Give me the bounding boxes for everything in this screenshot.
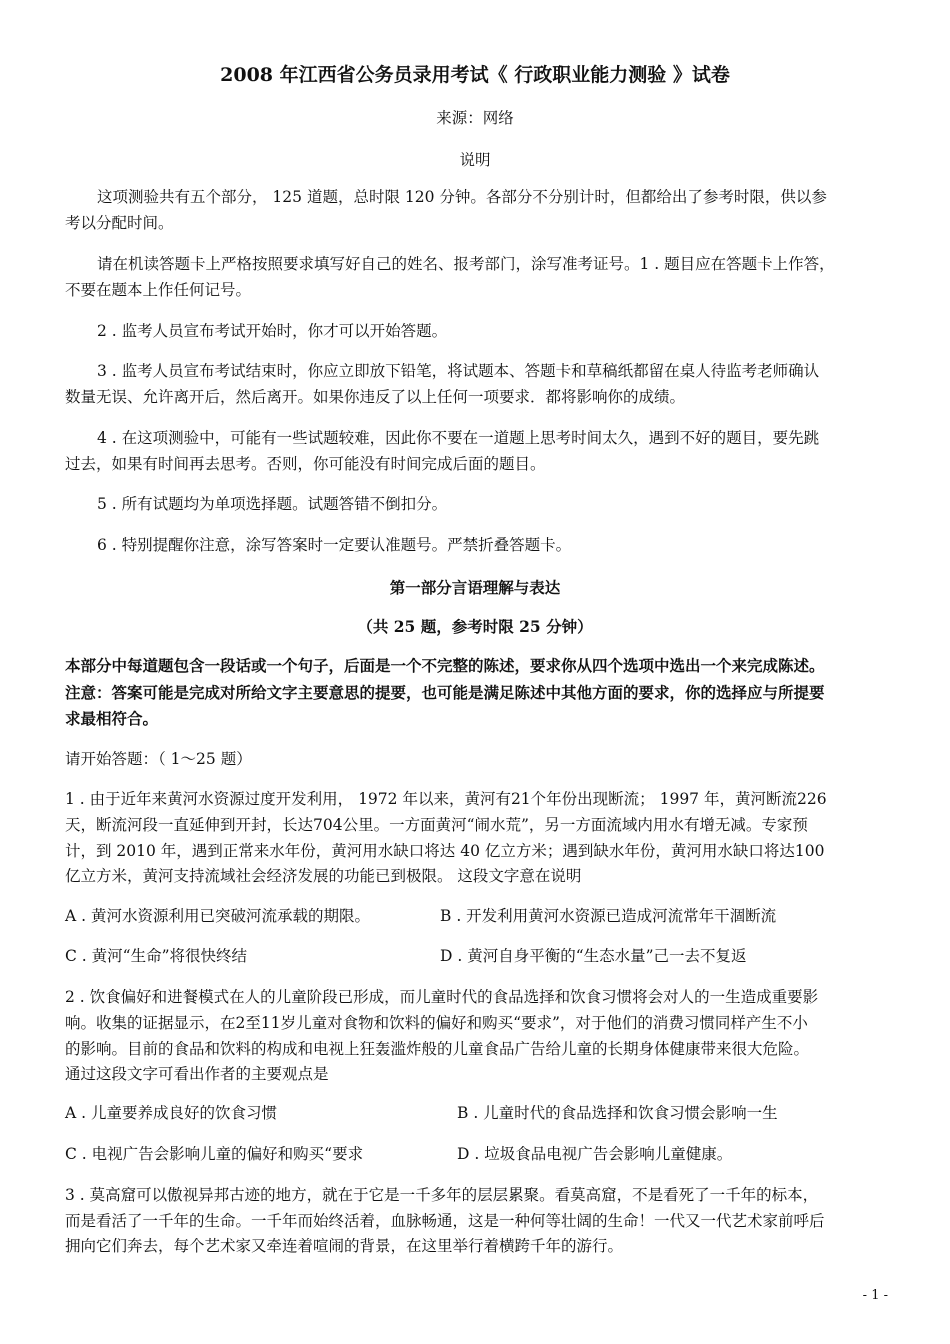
question-2-line1: 2 . 饮食偏好和进餐模式在人的儿童阶段已形成，而儿童时代的食品选择和饮食习惯将会对人的一生造成重要影 [65,988,819,1006]
instruction-p4-line1: 3 . 监考人员宣布考试结束时，你应立即放下铅笔，将试题本、答题卡和草稿纸都留在桌人待监考老师确认 [97,362,820,380]
instruction-p2-line1: 请在机读答题卡上严格按照要求填写好自己的姓名、报考部门，涂写准考证号。1 . 题目应在答题卡上作答， [97,255,835,273]
instruction-p5-line1: 4 . 在这项测验中，可能有一些试题较难，因此你不要在一道题上思考时间太久，遇到不好的题目，要先跳 [97,429,820,447]
question-3-line2: 而是看活了一千年的生命。一千年而始终活着，血脉畅通，这是一种何等壮阔的生命！一代又一代艺术家前呼后 [65,1212,825,1230]
question-1-option-d: D . 黄河自身平衡的“生态水量”己一去不复返 [440,947,747,965]
question-2-option-d: D . 垃圾食品电视广告会影响儿童健康。 [457,1145,733,1163]
source-line: 来源：网络 [436,109,514,127]
question-1-line2: 天，断流河段一直延伸到开封，长达704公里。一方面黄河“闹水荒”，另一方面流域内用水有增无减。专家预 [65,816,808,834]
question-1-line3: 计，到 2010 年，遇到正常来水年份，黄河用水缺口将达 40 亿立方米；遇到缺水年份，黄河用水缺口将达100 [65,842,825,860]
section-directions-line1: 本部分中每道题包含一段话或一个句子，后面是一个不完整的陈述，要求你从四个选项中选出一个来完成陈述。 [65,656,825,675]
section-subtitle: （共 25 题，参考时限 25 分钟） [357,617,593,636]
question-2-option-b: B . 儿童时代的食品选择和饮食习惯会影响一生 [457,1104,778,1122]
instruction-p1-line1: 这项测验共有五个部分， 125 道题，总时限 120 分钟。各部分不分别计时，但都给出了参考时限，供以参 [97,188,827,206]
section-title: 第一部分言语理解与表达 [389,578,561,597]
question-3-line3: 拥向它们奔去，每个艺术家又牵连着喧闹的背景，在这里举行着横跨千年的游行。 [65,1237,624,1255]
document-title: 2008 年江西省公务员录用考试《 行政职业能力测验 》试卷 [220,64,730,86]
instruction-p4-line2: 数量无误、允许离开后，然后离开。如果你违反了以上任何一项要求．都将影响你的成绩。 [65,388,686,406]
instruction-p5-line2: 过去，如果有时间再去思考。否则，你可能没有时间完成后面的题目。 [65,455,546,473]
section-directions-line3: 求最相符合。 [65,709,159,728]
question-1-line1: 1 . 由于近年来黄河水资源过度开发利用， 1972 年以来，黄河有21个年份出现断流； 1997 年，黄河断流226 [65,790,827,808]
instruction-p7-line1: 6 . 特别提醒你注意，涂写答案时一定要认准题号。严禁折叠答题卡。 [97,536,572,554]
instruction-p3-line1: 2 . 监考人员宣布考试开始时，你才可以开始答题。 [97,322,448,340]
question-2-option-a: A . 儿童要养成良好的饮食习惯 [65,1104,277,1122]
question-2-line4: 通过这段文字可看出作者的主要观点是 [65,1065,329,1083]
question-2-line3: 的影响。目前的食品和饮料的构成和电视上狂轰滥炸般的儿童食品广告给儿童的长期身体健康带来很大危险。 [65,1040,810,1058]
instruction-p1-line2: 考以分配时间。 [65,214,174,232]
instruction-p2-line2: 不要在题本上作任何记号。 [65,281,252,299]
instructions-heading: 说明 [459,151,491,169]
question-2-option-c: C . 电视广告会影响儿童的偏好和购买“要求 [65,1145,364,1163]
start-prompt: 请开始答题：（ 1～25 题） [65,750,252,768]
section-directions-line2: 注意：答案可能是完成对所给文字主要意思的提要，也可能是满足陈述中其他方面的要求，你的选择应与所提要 [65,683,825,702]
question-1-option-c: C . 黄河“生命”将很快终结 [65,947,247,965]
page-number: - 1 - [862,1288,888,1303]
question-1-option-b: B . 开发利用黄河水资源已造成河流常年干涸断流 [440,907,777,925]
question-1-line4: 亿立方米，黄河支持流域社会经济发展的功能已到极限。 这段文字意在说明 [65,867,582,885]
question-3-line1: 3 . 莫高窟可以傲视异邦古迹的地方，就在于它是一千多年的层层累聚。看莫高窟，不是看死了一千年的标本， [65,1186,819,1204]
question-2-line2: 响。收集的证据显示，在2至11岁儿童对食物和饮料的偏好和购买“要求”，对于他们的消费习惯同样产生不小 [65,1014,808,1032]
question-1-option-a: A . 黄河水资源利用已突破河流承载的期限。 [65,907,370,925]
instruction-p6-line1: 5 . 所有试题均为单项选择题。试题答错不倒扣分。 [97,495,448,513]
